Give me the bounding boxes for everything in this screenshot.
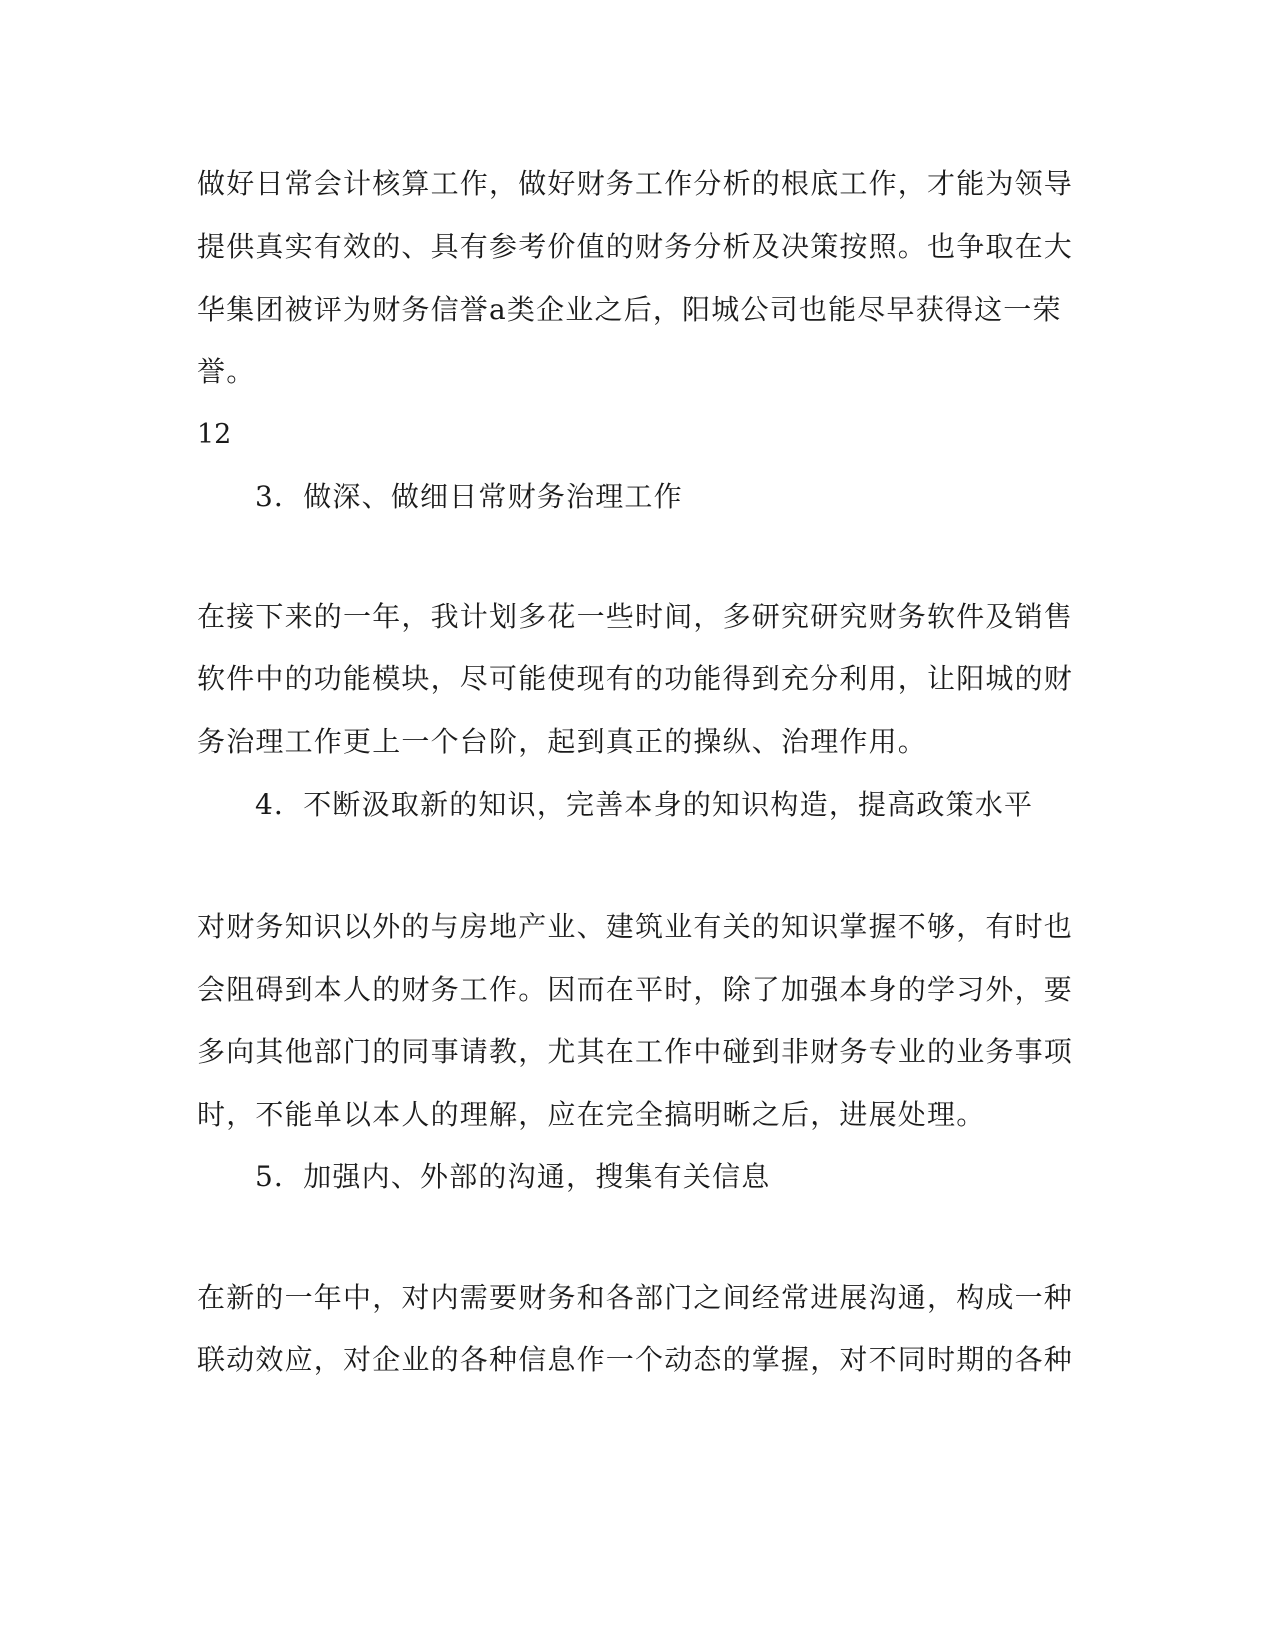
paragraph-line: 会阻碍到本人的财务工作。因而在平时，除了加强本身的学习外，要	[197, 973, 1074, 1006]
paragraph-line: 对财务知识以外的与房地产业、建筑业有关的知识掌握不够，有时也	[197, 910, 1074, 943]
section-heading: 5．加强内、外部的沟通，搜集有关信息	[255, 1160, 771, 1193]
paragraph-line: 提供真实有效的、具有参考价值的财务分析及决策按照。也争取在大	[197, 230, 1074, 263]
section-heading: 3．做深、做细日常财务治理工作	[255, 480, 683, 513]
paragraph-line: 务治理工作更上一个台阶，起到真正的操纵、治理作用。	[197, 725, 928, 758]
section-heading: 4．不断汲取新的知识，完善本身的知识构造，提高政策水平	[255, 788, 1034, 821]
paragraph-line: 时，不能单以本人的理解，应在完全搞明晰之后，进展处理。	[197, 1098, 986, 1131]
paragraph-line: 在新的一年中，对内需要财务和各部门之间经常进展沟通，构成一种	[197, 1281, 1074, 1314]
paragraph-line: 华集团被评为财务信誉a类企业之后，阳城公司也能尽早获得这一荣	[197, 293, 1062, 326]
paragraph-line: 做好日常会计核算工作，做好财务工作分析的根底工作，才能为领导	[197, 167, 1074, 200]
paragraph-line: 在接下来的一年，我计划多花一些时间，多研究研究财务软件及销售	[197, 600, 1074, 633]
paragraph-line: 誉。	[197, 355, 256, 388]
paragraph-line: 联动效应，对企业的各种信息作一个动态的掌握，对不同时期的各种	[197, 1343, 1074, 1376]
page-number: 12	[197, 419, 232, 450]
paragraph-line: 软件中的功能模块，尽可能使现有的功能得到充分利用，让阳城的财	[197, 662, 1074, 695]
paragraph-line: 多向其他部门的同事请教，尤其在工作中碰到非财务专业的业务事项	[197, 1035, 1074, 1068]
